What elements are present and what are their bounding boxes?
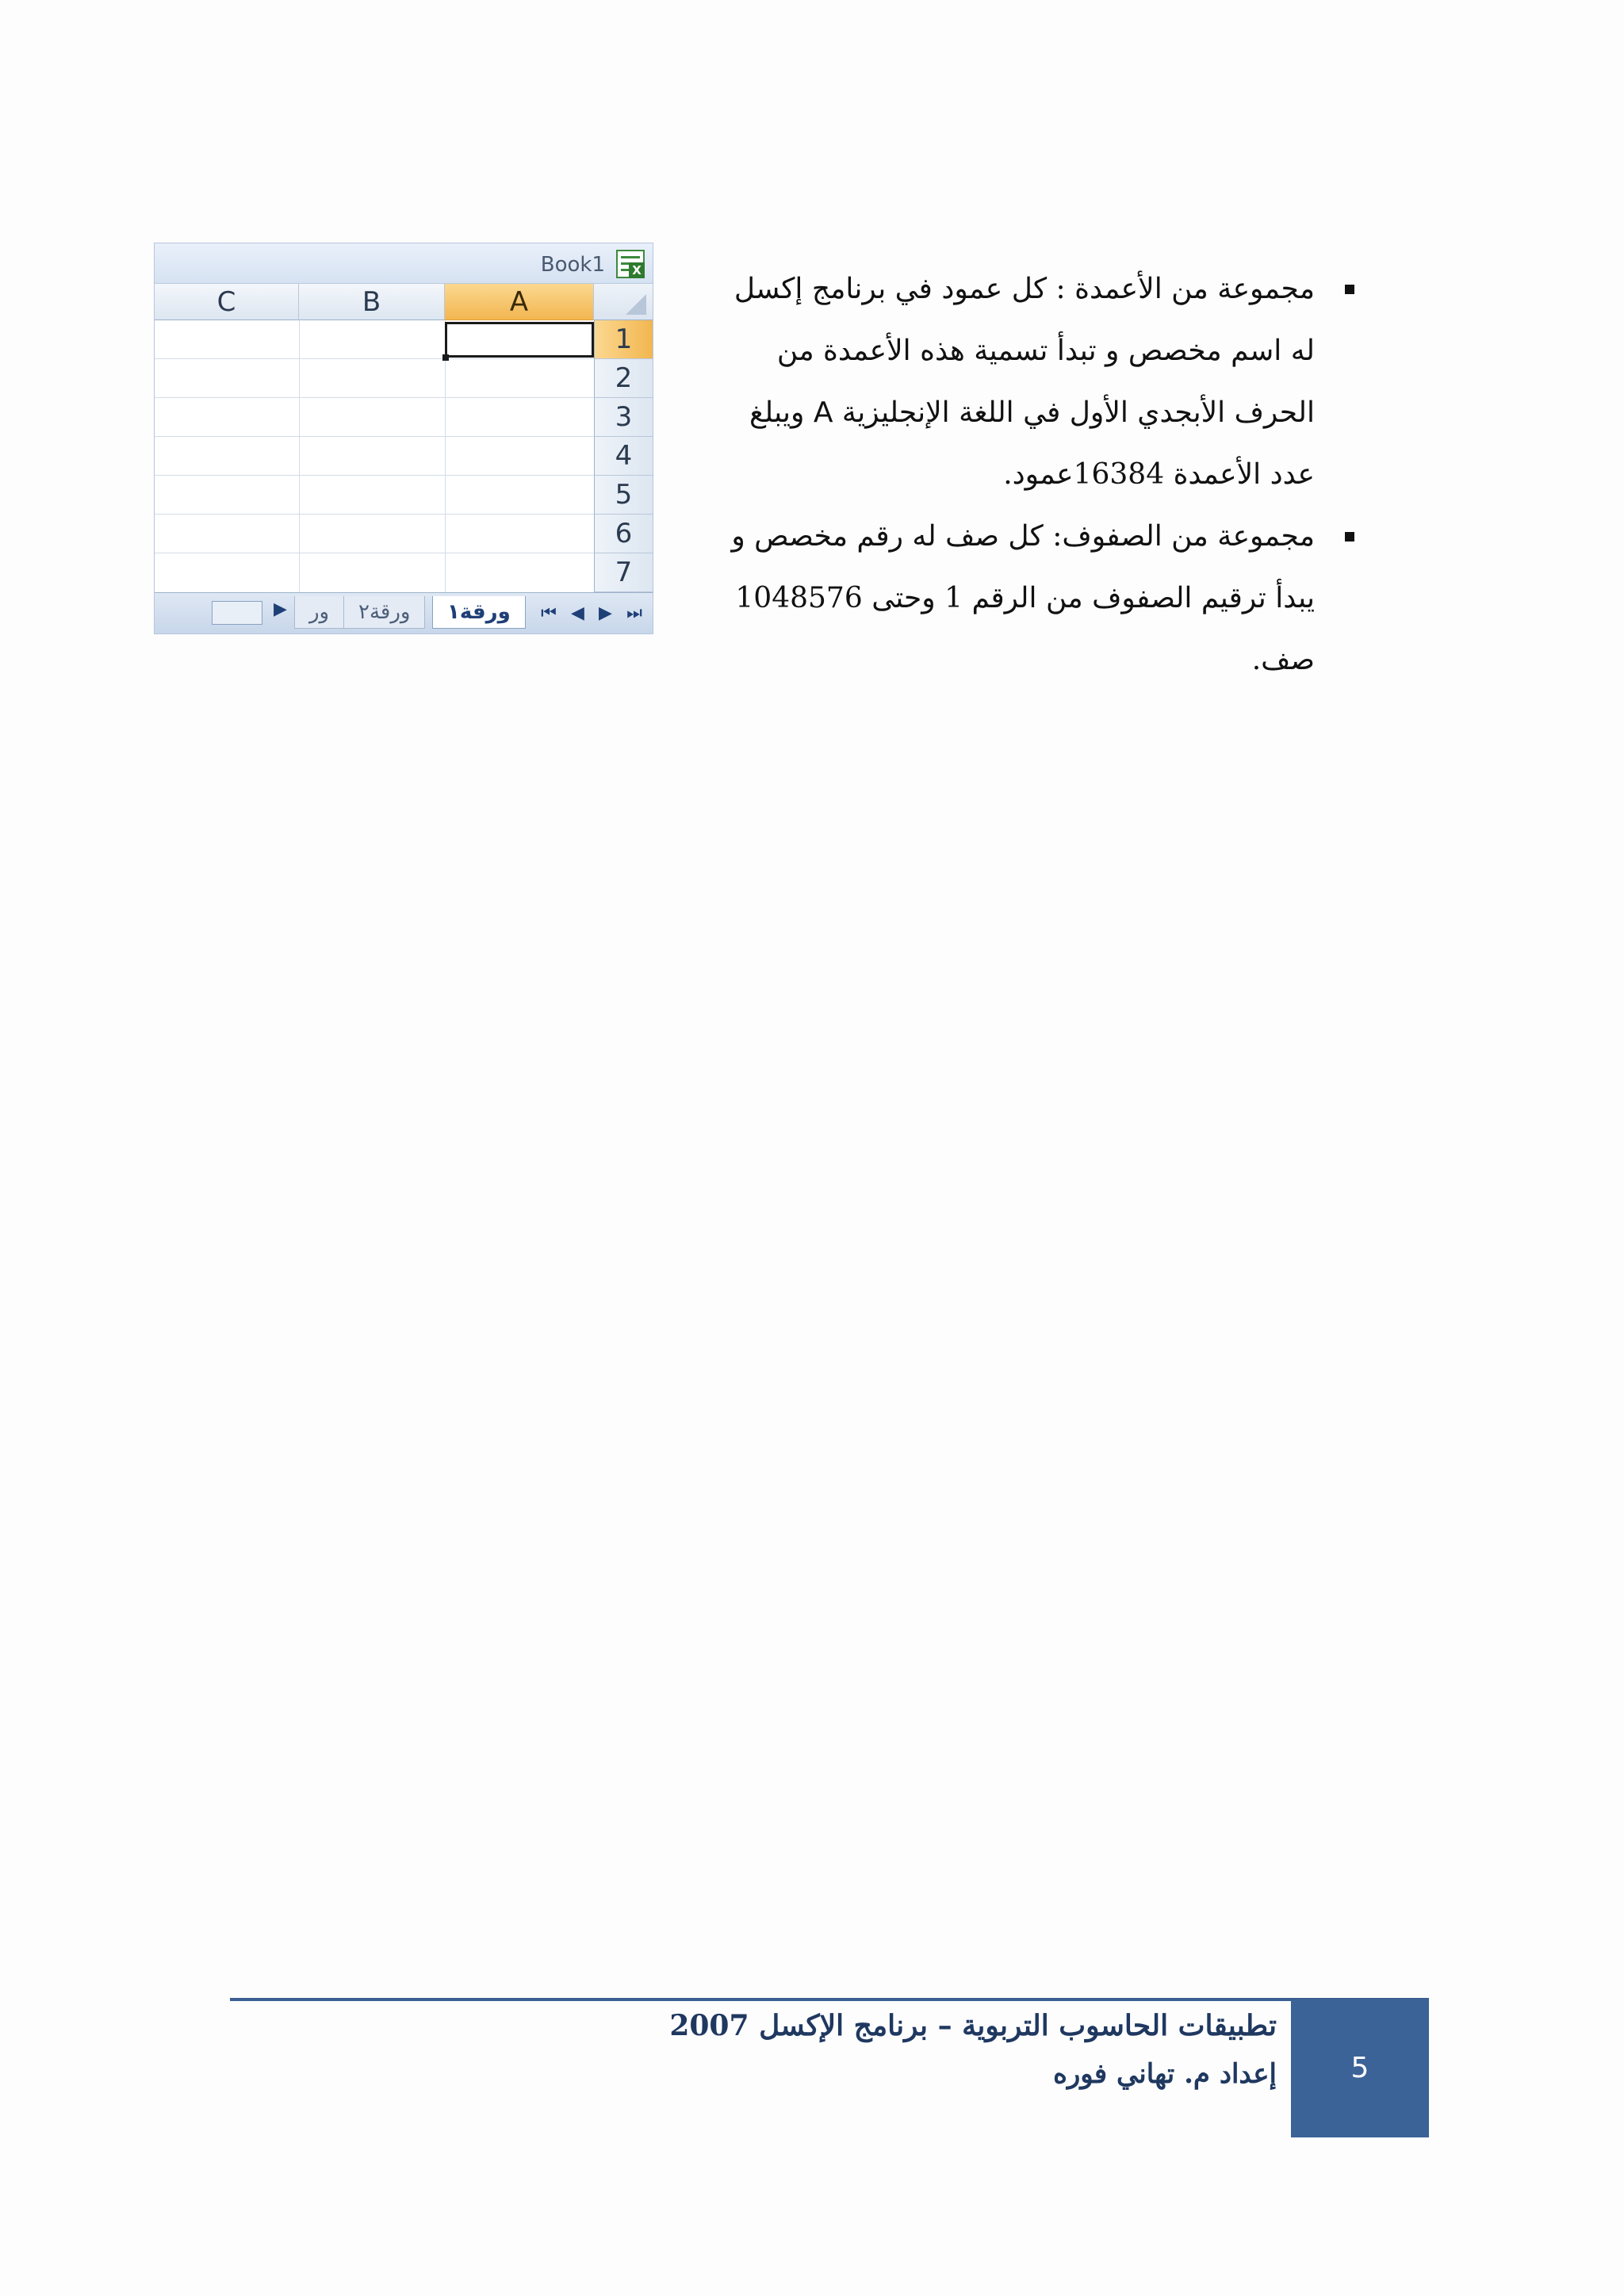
footer-author: إعداد م. تهاني فوره — [1053, 2058, 1277, 2090]
selected-cell-a1[interactable] — [445, 322, 594, 358]
row-header-7[interactable]: 7 — [594, 553, 653, 592]
grid-line — [155, 436, 594, 437]
row-header-1[interactable]: 1 — [594, 320, 653, 359]
row-header-6[interactable]: 6 — [594, 515, 653, 553]
excel-file-icon-glyph: X — [629, 262, 645, 278]
previous-sheet-icon[interactable]: ◀ — [571, 603, 584, 623]
square-bullet-icon — [1345, 532, 1354, 541]
column-header-b[interactable]: B — [299, 284, 445, 320]
footer-rule — [230, 1998, 1429, 2001]
columns-letter: A — [813, 396, 833, 429]
horizontal-scroll-thumb[interactable] — [212, 601, 262, 625]
sheet-tab-bar — [155, 592, 653, 634]
footer-title: تطبيقات الحاسوب التربوية – برنامج الإكسل 2007 — [669, 2009, 1277, 2042]
columns-text-2: ويبلغ عدد الأعمدة — [749, 396, 1315, 491]
grid-line — [299, 320, 300, 592]
rows-text-1: مجموعة من الصفوف: كل صف له رقم مخصص و يبدأ ترقيم الصفوف من الرقم — [731, 520, 1315, 614]
columns-count: 16384 — [1073, 458, 1165, 491]
column-header-a[interactable]: A — [445, 284, 594, 320]
grid-line — [155, 514, 594, 515]
workbook-title: Book1 — [540, 253, 605, 277]
grid-line — [445, 320, 446, 592]
grid-line — [155, 397, 594, 398]
columns-text-3: عمود. — [1003, 458, 1074, 491]
workbook-titlebar — [155, 243, 653, 284]
excel-screenshot — [154, 243, 653, 634]
row-header-5[interactable]: 5 — [594, 476, 653, 515]
rows-end: 1048576 — [735, 582, 863, 614]
excel-file-icon — [616, 250, 645, 278]
first-sheet-icon[interactable]: ⏮ — [541, 603, 557, 623]
list-item-rows — [720, 506, 1354, 691]
content-text — [720, 258, 1354, 691]
column-header-c[interactable]: C — [155, 284, 299, 320]
sheet-tab-2[interactable]: ورقة٢ — [343, 596, 425, 629]
grid-line — [155, 358, 594, 359]
row-header-3[interactable]: 3 — [594, 398, 653, 437]
list-item-columns — [720, 258, 1354, 506]
sheet-tab-1[interactable]: ورقة١ — [432, 596, 526, 629]
last-sheet-icon[interactable]: ⏭ — [626, 603, 642, 623]
columns-text-1: مجموعة من الأعمدة : كل عمود في برنامج إكسل له اسم مخصص و تبدأ تسمية هذه الأعمدة من الحرف الأبجدي الأول في اللغة الإنجليزية — [733, 273, 1315, 429]
sheet-tab-3[interactable]: ور — [294, 596, 344, 629]
fill-handle[interactable] — [442, 354, 449, 361]
page-number: 5 — [1291, 1999, 1429, 2137]
square-bullet-icon — [1345, 285, 1354, 294]
bullet-list — [720, 258, 1354, 691]
scroll-right-icon[interactable]: ▶ — [274, 599, 287, 619]
row-header-4[interactable]: 4 — [594, 437, 653, 476]
next-sheet-icon[interactable]: ▶ — [599, 603, 612, 623]
row-header-2[interactable]: 2 — [594, 359, 653, 398]
sheet-navigation — [534, 599, 649, 626]
grid-line — [155, 475, 594, 476]
rows-text-3: صف. — [1251, 644, 1315, 676]
rows-text-2: وحتى — [871, 582, 936, 614]
rows-start: 1 — [944, 582, 963, 614]
select-all-corner[interactable] — [594, 284, 653, 320]
